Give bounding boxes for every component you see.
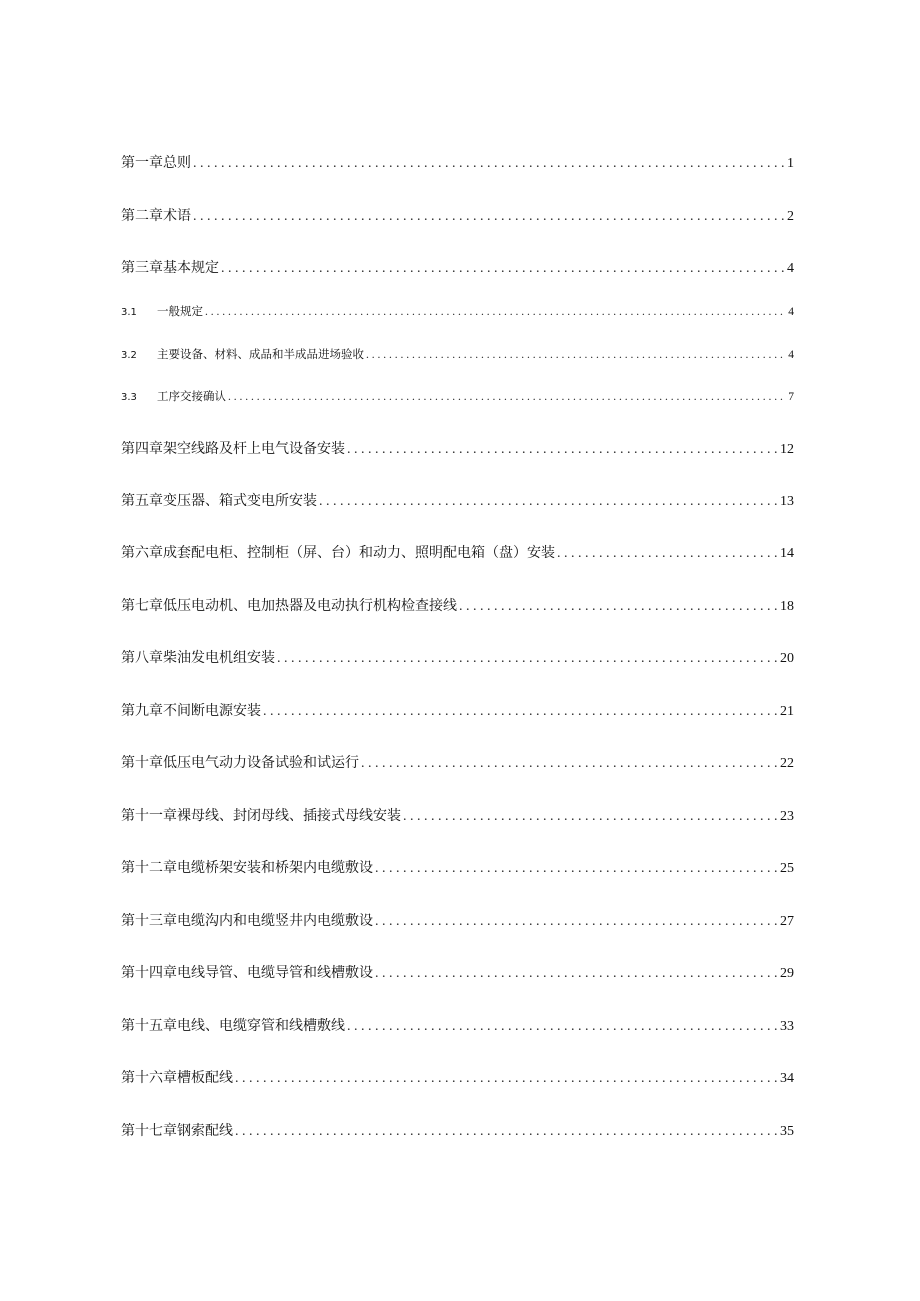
toc-entry-title: 第八章柴油发电机组安装 <box>121 650 275 666</box>
dot-leader <box>263 702 778 721</box>
toc-entry <box>121 596 794 616</box>
toc-section-number: 3.2 <box>121 350 137 361</box>
toc-entry-page: 34 <box>780 1071 794 1086</box>
toc-entry-page: 12 <box>780 442 794 457</box>
dot-leader <box>205 303 786 320</box>
toc-entry-title: 第五章变压器、箱式变电所安装 <box>121 493 317 509</box>
toc-entry-title: 第十六章槽板配线 <box>121 1070 233 1086</box>
toc-entry <box>121 1121 794 1141</box>
toc-entry-page: 18 <box>780 599 794 614</box>
dot-leader <box>366 346 786 363</box>
dot-leader <box>375 964 778 983</box>
toc-entry <box>121 1016 794 1036</box>
dot-leader <box>277 649 778 668</box>
dot-leader <box>193 207 785 226</box>
toc-entry-title: 第十二章电缆桥架安装和桥架内电缆敷设 <box>121 860 373 876</box>
toc-entry-page: 20 <box>780 651 794 666</box>
toc-entry-title: 第四章架空线路及杆上电气设备安装 <box>121 441 345 457</box>
dot-leader <box>235 1069 778 1088</box>
toc-entry-page: 23 <box>780 809 794 824</box>
toc-entry <box>121 911 794 931</box>
toc-entry-page: 4 <box>788 349 794 361</box>
toc-section-number: 3.3 <box>121 392 137 403</box>
toc-entry-title: 第二章术语 <box>121 208 191 224</box>
toc-entry-section <box>121 387 794 405</box>
dot-leader <box>235 1122 778 1141</box>
toc-entry-title: 工序交接确认 <box>157 389 226 403</box>
toc-entry-title: 第一章总则 <box>121 155 191 171</box>
dot-leader <box>375 912 778 931</box>
toc-entry-title: 第六章成套配电柜、控制柜（屏、台）和动力、照明配电箱（盘）安装 <box>121 545 555 561</box>
toc-entry <box>121 858 794 878</box>
dot-leader <box>319 492 778 511</box>
dot-leader <box>347 440 778 459</box>
toc-entry <box>121 206 794 226</box>
dot-leader <box>375 859 778 878</box>
toc-entry <box>121 701 794 721</box>
toc-entry-title: 第十三章电缆沟内和电缆竖井内电缆敷设 <box>121 913 373 929</box>
toc-entry <box>121 806 794 826</box>
toc-entry-title: 第九章不间断电源安装 <box>121 703 261 719</box>
dot-leader <box>361 754 778 773</box>
toc-entry-page: 35 <box>780 1124 794 1139</box>
toc-entry-page: 21 <box>780 704 794 719</box>
toc-entry <box>121 258 794 278</box>
toc-entry-title: 主要设备、材料、成品和半成品进场验收 <box>157 347 364 361</box>
toc-entry <box>121 1068 794 1088</box>
toc-entry <box>121 491 794 511</box>
toc-entry <box>121 648 794 668</box>
dot-leader <box>403 807 778 826</box>
toc-entry-page: 22 <box>780 756 794 771</box>
toc-entry-section <box>121 345 794 363</box>
toc-entry-title: 第十章低压电气动力设备试验和试运行 <box>121 755 359 771</box>
toc-entry-page: 33 <box>780 1019 794 1034</box>
toc-entry-page: 7 <box>788 391 794 403</box>
toc-entry-page: 14 <box>780 546 794 561</box>
toc-entry-page: 13 <box>780 494 794 509</box>
toc-entry-page: 2 <box>787 209 794 224</box>
toc-entry-page: 4 <box>788 306 794 318</box>
dot-leader <box>459 597 778 616</box>
dot-leader <box>228 388 786 405</box>
toc-entry <box>121 153 794 173</box>
toc-entry <box>121 753 794 773</box>
toc-entry <box>121 963 794 983</box>
toc-entry-title: 第七章低压电动机、电加热器及电动执行机构检查接线 <box>121 598 457 614</box>
toc-entry-page: 4 <box>787 261 794 276</box>
toc-entry <box>121 543 794 563</box>
toc-entry <box>121 439 794 459</box>
dot-leader <box>221 259 785 278</box>
toc-entry-section <box>121 302 794 320</box>
toc-entry-page: 27 <box>780 914 794 929</box>
dot-leader <box>193 154 785 173</box>
toc-entry-title: 第十一章裸母线、封闭母线、插接式母线安装 <box>121 808 401 824</box>
dot-leader <box>557 544 778 563</box>
toc-entry-title: 第十七章钢索配线 <box>121 1123 233 1139</box>
toc-entry-title: 第十五章电线、电缆穿管和线槽敷线 <box>121 1018 345 1034</box>
toc-entry-title: 一般规定 <box>157 304 203 318</box>
toc-entry-page: 25 <box>780 861 794 876</box>
toc-entry-title: 第三章基本规定 <box>121 260 219 276</box>
toc-entry-page: 29 <box>780 966 794 981</box>
toc-entry-page: 1 <box>787 156 794 171</box>
dot-leader <box>347 1017 778 1036</box>
toc-section-number: 3.1 <box>121 307 137 318</box>
toc-entry-title: 第十四章电线导管、电缆导管和线槽敷设 <box>121 965 373 981</box>
